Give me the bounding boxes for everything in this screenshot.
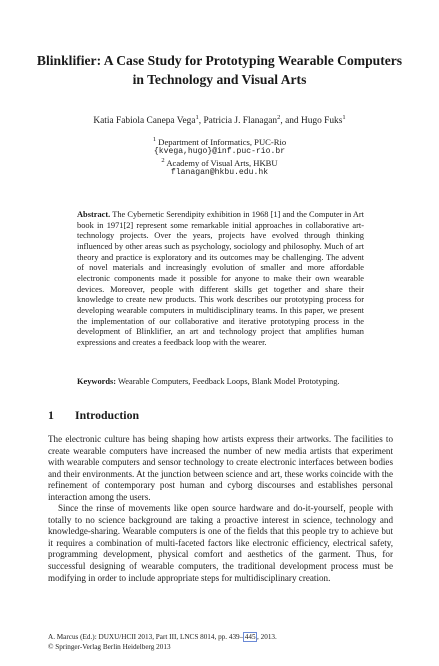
citation-year: , 2013. <box>257 633 277 641</box>
author-separator: , <box>198 116 204 126</box>
affiliation-line <box>30 137 409 147</box>
affiliation-name: Academy of Visual Arts, HKBU <box>166 157 278 168</box>
copyright-line: © Springer-Verlag Berlin Heidelberg 2013 <box>48 642 171 651</box>
keywords <box>77 377 364 388</box>
affiliation-email[interactable]: flanagan@hkbu.edu.hk <box>170 167 269 177</box>
footer <box>48 633 393 652</box>
author-affiliation-mark: 1 <box>195 113 199 121</box>
author-affiliation-mark: 1 <box>342 113 346 121</box>
affiliation-name: Department of Informatics, PUC-Rio <box>158 137 287 147</box>
affiliation-line <box>30 158 409 168</box>
keywords-text: Wearable Computers, Feedback Loops, Blank Model Prototyping. <box>118 377 340 386</box>
affiliations <box>30 137 409 178</box>
affiliation-email[interactable]: {kvega,hugo}@inf.puc-rio.br <box>153 147 286 157</box>
author-affiliation-mark: 2 <box>277 113 281 121</box>
affiliation-mark: 1 <box>152 136 157 144</box>
abstract-text: The Cybernetic Serendipity exhibition in 1968 [1] and the Computer in Art book in 1971[2] represent some remarkable initial approaches in collaborative art-technology projects. Over the years, projects have evolved through thinking influenced by other areas such as psychology, sociology and philosophy. Much of art theory and practice is exploratory and its outcomes may be challenging. The advent of novel materials and increasingly evolution of smaller and more affordable electronic components made it possible for anyone to make their own wearable devices. Moreover, people with different skills get together and share their knowledge to create new products. This work describes our prototyping process for developing wearable computers in multidisciplinary teams. In this paper, we present the implementation of our collaborative and iterative prototyping process in the development of Blinklifier, an art and technology project that amplifies human expressions and creates a feedback loop with the wearer. <box>77 210 364 347</box>
body-paragraph: The electronic culture has being shaping how artists express their artworks. The facilities to create wearable computers have increased the number of new media artists that experiment with wearable computers and sensor technology to create electronic interfaces between bodies and their environments. At the junction between science and art, these works coincide with the refinement of contemporary post human and cyborg discourses and establishes personal interaction among the users. <box>48 434 393 502</box>
body-paragraph: Since the rinse of movements like open source hardware and do-it-yourself, people with totally to no science background are taking a proactive interest in science, technology and knowledge-sharing. Wearable computers is one of the fields that this people try to achieve but it requires a combination of multi-faceted factors like electronic efficiency, electrical safety, programming development, physical comfort and aesthetics of the garment. Thus, for successful designing of wearable computers, the traditional development process must be modifying in order to include appropriate steps for multidisciplinary creation. <box>48 503 393 583</box>
author-separator: , and <box>280 116 301 126</box>
author-name: Patricia J. Flanagan <box>203 116 278 126</box>
affiliation-mark: 2 <box>161 156 165 164</box>
paper-title: Blinklifier: A Case Study for Prototyping Wearable Computers in Technology and Visual Arts <box>36 53 403 87</box>
keywords-label: Keywords: <box>77 377 117 386</box>
section-number: 1 <box>48 408 54 422</box>
author-list <box>30 115 409 127</box>
section-title: Introduction <box>75 408 140 422</box>
abstract <box>77 210 364 349</box>
abstract-label: Abstract. <box>77 210 111 219</box>
page-range-link[interactable]: 445 <box>244 633 256 641</box>
citation-text: A. Marcus (Ed.): DUXU/HCII 2013, Part III, LNCS 8014, pp. 439– <box>48 633 244 641</box>
citation-line <box>48 633 393 643</box>
body-text <box>48 434 393 584</box>
author-name: Hugo Fuks <box>300 116 343 126</box>
author-name: Katia Fabiola Canepa Vega <box>93 116 196 126</box>
